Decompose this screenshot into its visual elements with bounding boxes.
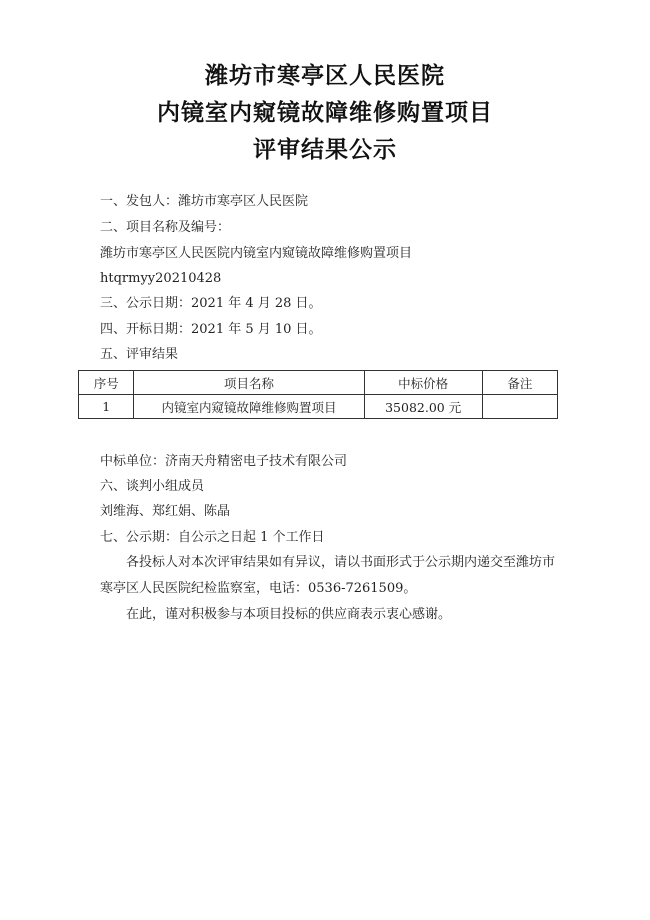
objection-paragraph: 各投标人对本次评审结果如有异议，请以书面形式于公示期内递交至潍坊市寒亭区人民医院纪检监察室，电话：0536-7261509。 [100,555,556,596]
panel-members: 刘维海、郑红娟、陈晶 [100,504,231,519]
announce-date: 三、公示日期：2021 年 4 月 28 日。 [100,296,322,311]
cell-remark [482,395,557,419]
document-title-project: 内镜室内窥镜故障维修购置项目 [157,100,493,126]
result-table [78,370,558,419]
open-date: 四、开标日期：2021 年 5 月 10 日。 [100,322,322,337]
header-index: 序号 [79,371,134,395]
table-row [79,395,558,419]
thanks-paragraph: 在此，谨对积极参与本项目投标的供应商表示衷心感谢。 [126,607,452,622]
project-heading: 二、项目名称及编号： [100,220,231,235]
header-remark: 备注 [482,371,557,395]
header-price: 中标价格 [364,371,482,395]
cell-project-name: 内镜室内窥镜故障维修购置项目 [134,395,364,419]
winner-line: 中标单位：济南天舟精密电子技术有限公司 [100,454,348,469]
period-line: 七、公示期：自公示之日起 1 个工作日 [100,530,325,545]
document-title-announcement: 评审结果公示 [253,137,397,163]
document-title-hospital: 潍坊市寒亭区人民医院 [205,63,445,89]
employer-line: 一、发包人：潍坊市寒亭区人民医院 [100,194,309,209]
cell-price: 35082.00 元 [364,395,482,419]
result-heading: 五、评审结果 [100,347,179,362]
cell-index: 1 [79,395,134,419]
project-code: htqrmyy20210428 [100,271,222,286]
header-project-name: 项目名称 [134,371,364,395]
project-name: 潍坊市寒亭区人民医院内镜室内窥镜故障维修购置项目 [100,246,413,261]
panel-heading: 六、谈判小组成员 [100,479,205,494]
table-header-row [79,371,558,395]
